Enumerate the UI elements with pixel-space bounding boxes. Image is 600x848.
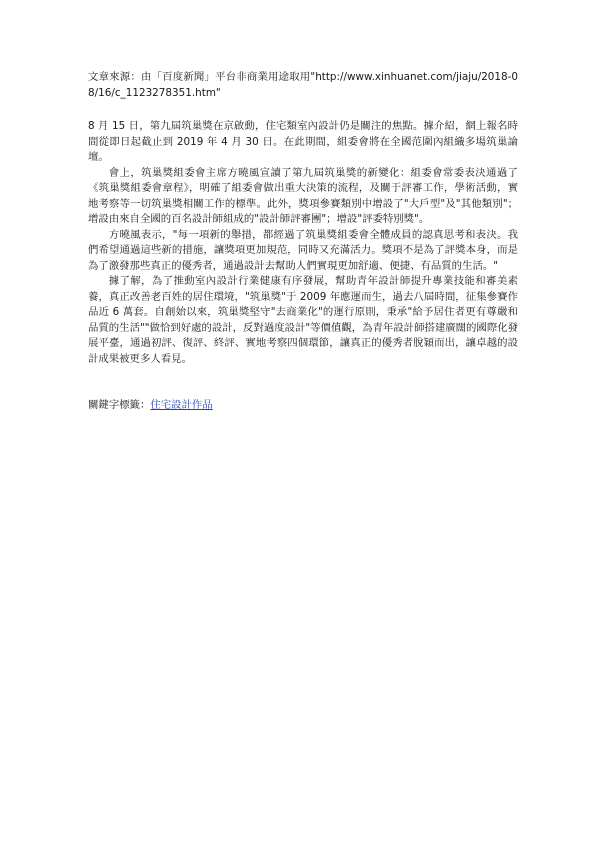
keyword-link[interactable]: 住宅設計作品 bbox=[150, 399, 213, 411]
source-line: 文章來源：由「百度新聞」平台非商業用途取用"http://www.xinhuanet.com/jiaju/2018-08/16/c_1123278351.htm" bbox=[88, 71, 518, 99]
paragraph-2: 會上，筑巢獎組委會主席方曉風宣讀了第九屆筑巢獎的新變化：組委會常委表決通過了《筑巢獎組委會章程》，明確了組委會做出重大決策的流程，及關于評審工作，學術活動，實地考察等一切筑巢獎相關工作的標準。此外，獎項參賽類別中增設了"大戶型"及"其他類別"；增設由來自全國的百名設計師組成的"設計師評審團"；增設"評委特別獎"。 bbox=[88, 166, 518, 225]
paragraph-4: 據了解，為了推動室內設計行業健康有序發展，幫助青年設計師提升專業技能和審美素養，真正改善老百姓的居住環境，"筑巢獎"于 2009 年應運而生，過去八屆時間，征集參賽作品近 6 萬套。自創始以來，筑巢獎堅守"去商業化"的運行原則，秉承"給予居住者更有尊嚴和品質的生活""做恰到好處的設計，反對過度設計"等價值觀，為青年設計師搭建廣闊的國際化發展平臺，通過初評、復評、終評、實地考察四個環節，讓真正的優秀者脫穎而出，讓卓越的設計成果被更多人看見。 bbox=[88, 275, 518, 365]
article-body bbox=[88, 70, 518, 367]
paragraph-3: 方曉風表示，"每一項新的舉措，都經過了筑巢獎組委會全體成員的認真思考和表決。我們希望通過這些新的措施，讓獎項更加規范，同時又充滿活力。獎項不是為了評獎本身，而是為了激發那些真正的優秀者，通過設計去幫助人們實現更加舒適、便捷、有品質的生活。" bbox=[88, 228, 518, 272]
paragraph-1: 8 月 15 日，第九屆筑巢獎在京啟動，住宅類室內設計仍是關注的焦點。據介紹，網上報名時間從即日起截止到 2019 年 4 月 30 日。在此期間，組委會將在全國范圍內組織多場筑巢論壇。 bbox=[88, 120, 518, 163]
keyword-label: 關鍵字標籤： bbox=[88, 399, 151, 411]
keyword-tags bbox=[88, 398, 213, 414]
